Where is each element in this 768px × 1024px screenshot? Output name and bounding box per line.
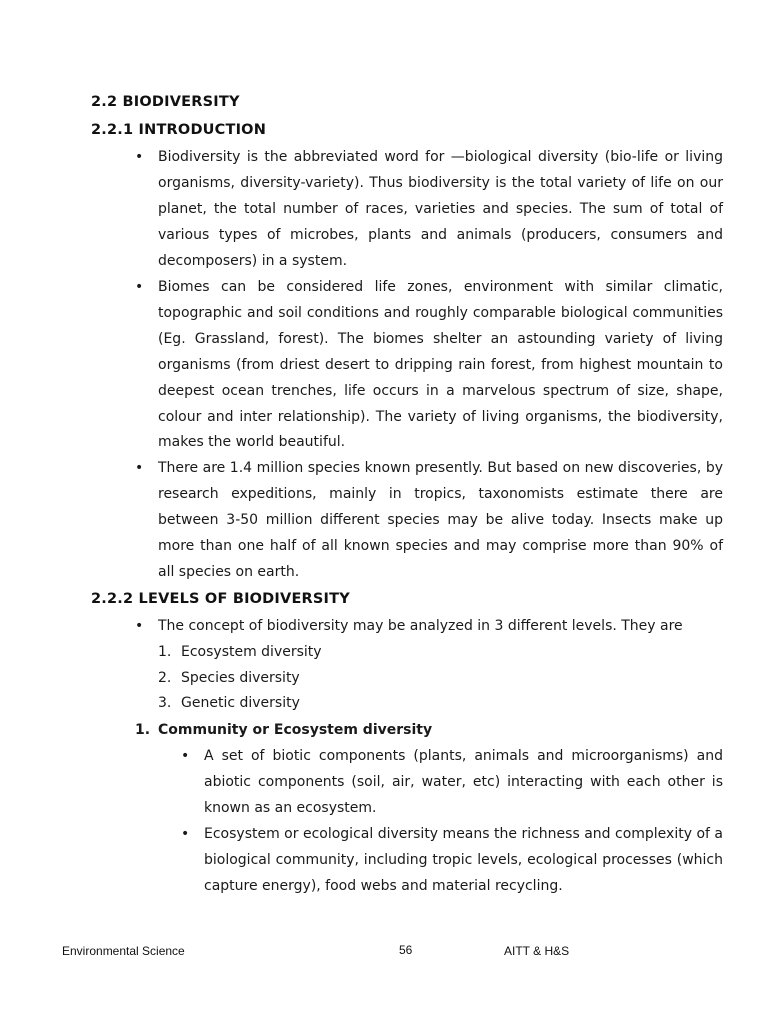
footer-right: AITT & H&S (504, 944, 570, 958)
community-bullet-1: A set of biotic components (plants, animals and microorganisms) and abiotic components (soil, air, water, etc) interacting with each other is known as an ecosystem. (204, 748, 723, 816)
list-number: 1. (158, 644, 172, 660)
list-item-species: Species diversity (181, 670, 300, 686)
list-number: 3. (158, 695, 172, 711)
bullet-icon: • (135, 149, 144, 165)
footer-left: Environmental Science (62, 944, 185, 958)
community-subheading: Community or Ecosystem diversity (158, 722, 433, 738)
list-item-ecosystem: Ecosystem diversity (181, 644, 322, 660)
subheading-number: 1. (135, 722, 151, 738)
community-bullet-2: Ecosystem or ecological diversity means the richness and complexity of a biological community, including tropic levels, ecological processes (which capture energy), food webs and material recycling. (204, 826, 723, 894)
intro-bullet-2: Biomes can be considered life zones, environment with similar climatic, topographic and soil conditions and roughly comparable biological communities (Eg. Grassland, forest). The biomes shelter an astounding variety of living organisms (from driest desert to dripping rain forest, from highest mountain to deepest ocean trenches, life occurs in a marvelous spectrum of size, shape, colour and inter relationship). The variety of living organisms, the biodiversity, makes the world beautiful. (158, 279, 723, 451)
page-number: 56 (399, 943, 413, 957)
levels-intro-text: The concept of biodiversity may be analyzed in 3 different levels. They are (158, 618, 683, 634)
intro-heading: 2.2.1 INTRODUCTION (91, 122, 267, 138)
intro-bullet-1: Biodiversity is the abbreviated word for —biological diversity (bio-life or living organisms, diversity-variety). Thus biodiversity is the total variety of life on our planet, the total number of races, varieties and species. The sum of total of various types of microbes, plants and animals (producers, consumers and decomposers) in a system. (158, 149, 723, 269)
intro-bullet-3: There are 1.4 million species known presently. But based on new discoveries, by research expeditions, mainly in tropics, taxonomists estimate there are between 3-50 million different species may be alive today. Insects make up more than one half of all known species and may comprise more than 90% of all species on earth. (158, 460, 723, 580)
bullet-icon: • (181, 826, 190, 842)
bullet-icon: • (135, 279, 144, 295)
list-item-genetic: Genetic diversity (181, 695, 300, 711)
section-heading: 2.2 BIODIVERSITY (91, 94, 240, 110)
list-number: 2. (158, 670, 172, 686)
bullet-icon: • (135, 618, 144, 634)
bullet-icon: • (135, 460, 144, 476)
levels-heading: 2.2.2 LEVELS OF BIODIVERSITY (91, 591, 350, 607)
bullet-icon: • (181, 748, 190, 764)
